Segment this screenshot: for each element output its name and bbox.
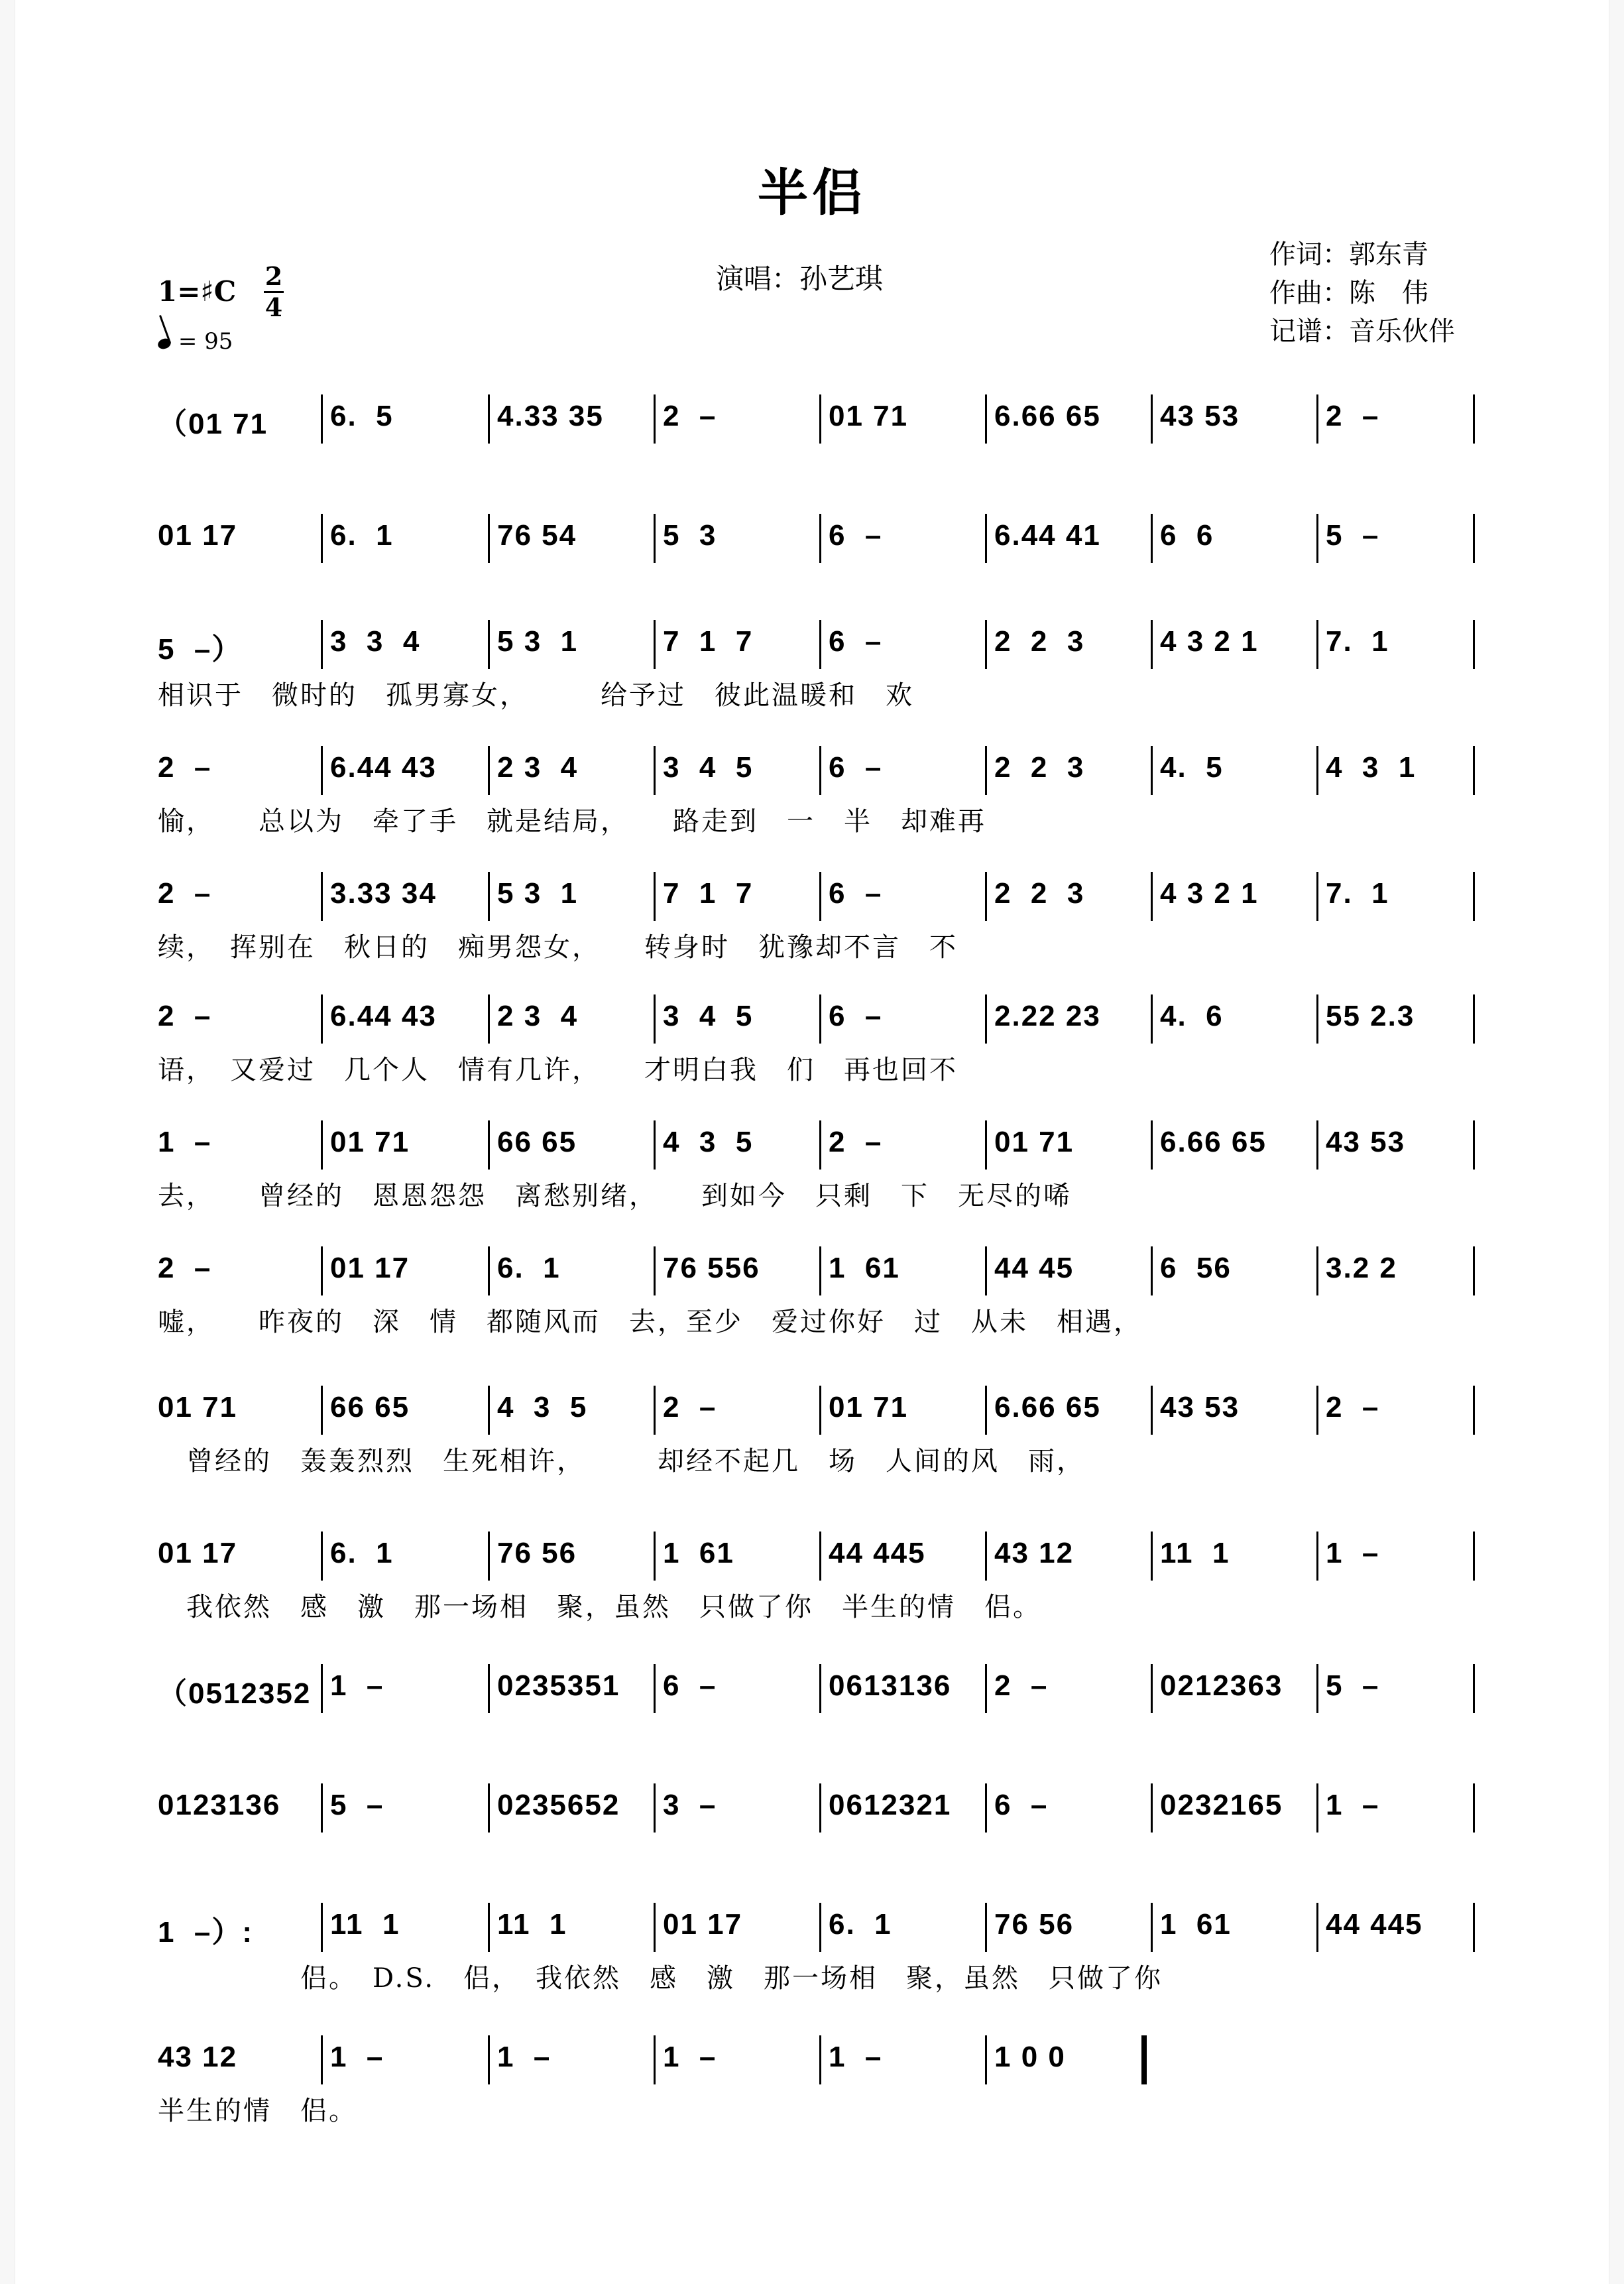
measure: 76 56 (994, 1908, 1074, 1941)
measure: 2 – (663, 400, 717, 432)
barline (654, 394, 656, 444)
barline (985, 1246, 987, 1295)
measure: 4 3 5 (497, 1391, 588, 1423)
score-row (158, 613, 1477, 719)
barline (654, 514, 656, 563)
measure: 0235351 (497, 1669, 620, 1702)
barline (1151, 1664, 1153, 1713)
barline (819, 620, 821, 669)
barline (819, 1783, 821, 1833)
measure: 01 17 (158, 519, 238, 552)
measure: 0612321 (829, 1789, 952, 1821)
lyrics-line: 相识于 微时的 孤男寡女， 给予过 彼此温暖和 欢 (158, 680, 914, 711)
barline (321, 1386, 323, 1435)
measure: 2 – (1326, 1391, 1380, 1423)
measure: 6 – (829, 625, 883, 658)
barline (321, 1783, 323, 1833)
measure: 6.66 65 (994, 400, 1101, 432)
measure: 0123136 (158, 1789, 281, 1821)
measure: 5 – (330, 1789, 384, 1821)
notes-line (158, 739, 1477, 792)
score-row (158, 1525, 1477, 1631)
measure: 2 – (158, 877, 212, 910)
measure: 44 445 (1326, 1908, 1423, 1941)
score-row (158, 988, 1477, 1094)
barline (819, 1664, 821, 1713)
barline (1473, 994, 1475, 1044)
measure: 43 12 (158, 2041, 238, 2073)
lyrics-line: 我依然 感 激 那一场相 聚，虽然 只做了你 半生的情 侣。 (158, 1592, 1041, 1622)
measure: 43 53 (1326, 1126, 1406, 1158)
barline (1151, 1783, 1153, 1833)
notes-line (158, 988, 1477, 1041)
measure: 5 – (1326, 1669, 1380, 1702)
barline (654, 994, 656, 1044)
barline (1316, 1532, 1318, 1581)
measure: 3 3 4 (330, 625, 421, 658)
measure: 6 – (829, 1000, 883, 1032)
notes-line (158, 1379, 1477, 1432)
measure: 1 – (1326, 1537, 1380, 1569)
barline (488, 1386, 490, 1435)
measure: 43 53 (1160, 400, 1240, 432)
barline (654, 1532, 656, 1581)
measure: 4 3 2 1 (1160, 877, 1259, 910)
barline (819, 1532, 821, 1581)
barline (985, 994, 987, 1044)
measure: 7. 1 (1326, 877, 1389, 910)
measure: 44 445 (829, 1537, 926, 1569)
time-signature-top: 2 (264, 261, 283, 291)
barline (321, 1532, 323, 1581)
measure: 6 – (663, 1669, 717, 1702)
barline (488, 394, 490, 444)
barline (985, 746, 987, 795)
measure: 01 71 (994, 1126, 1074, 1158)
measure: 4 3 2 1 (1160, 625, 1259, 658)
lyrics-line: 侣。 D.S. 侣， 我依然 感 激 那一场相 聚，虽然 只做了你 (158, 1963, 1163, 1994)
barline (654, 1246, 656, 1295)
barline (1151, 1246, 1153, 1295)
measure: 6. 1 (497, 1252, 561, 1284)
time-signature (264, 262, 284, 322)
measure: 1 – (829, 2041, 883, 2073)
measure: 2 3 4 (497, 751, 579, 784)
score-row (158, 1379, 1477, 1485)
barline (985, 1903, 987, 1952)
lyrics-line: 续， 挥别在 秋日的 痴男怨女， 转身时 犹豫却不言 不 (158, 932, 958, 963)
measure: 0613136 (829, 1669, 952, 1702)
measure: 6. 1 (330, 1537, 394, 1569)
barline (654, 2035, 656, 2084)
barline (488, 620, 490, 669)
measure: 4. 6 (1160, 1000, 1224, 1032)
measure: 6.44 43 (330, 1000, 437, 1032)
barline (1151, 994, 1153, 1044)
measure: 6 6 (1160, 519, 1214, 552)
barline (654, 620, 656, 669)
barline (321, 1246, 323, 1295)
barline (1141, 2035, 1147, 2084)
credits-block (1269, 235, 1455, 351)
barline (1316, 1903, 1318, 1952)
notes-line (158, 1525, 1477, 1578)
barline (1473, 620, 1475, 669)
measure: 66 65 (330, 1391, 410, 1423)
measure: 7 1 7 (663, 625, 754, 658)
barline (1151, 746, 1153, 795)
measure: 1 – (330, 2041, 384, 2073)
barline (1473, 1246, 1475, 1295)
quarter-note-icon (156, 337, 172, 351)
measure: 5 3 (663, 519, 717, 552)
barline (985, 1664, 987, 1713)
measure: 2 – (663, 1391, 717, 1423)
barline (321, 746, 323, 795)
barline (321, 2035, 323, 2084)
barline (488, 1246, 490, 1295)
measure: 44 45 (994, 1252, 1074, 1284)
barline (1151, 620, 1153, 669)
measure: 6 – (829, 751, 883, 784)
measure: 6. 5 (330, 400, 394, 432)
measure: 1 61 (663, 1537, 734, 1569)
barline (1151, 1386, 1153, 1435)
score-row (158, 1777, 1477, 1883)
measure: 01 71 (330, 1126, 410, 1158)
measure: 1 – (663, 2041, 717, 2073)
measure: 3 – (663, 1789, 717, 1821)
barline (654, 1120, 656, 1170)
measure: 01 17 (158, 1537, 238, 1569)
score-row (158, 865, 1477, 971)
measure: 2 2 3 (994, 625, 1085, 658)
barline (1473, 746, 1475, 795)
time-signature-bottom: 4 (264, 292, 283, 322)
measure: 6.44 41 (994, 519, 1101, 552)
measure: 2 – (994, 1669, 1049, 1702)
barline (985, 2035, 987, 2084)
barline (1473, 1783, 1475, 1833)
score-row (158, 1896, 1477, 2002)
barline (488, 994, 490, 1044)
measure: 1 –）: (158, 1916, 254, 1949)
measure: 2 2 3 (994, 751, 1085, 784)
barline (985, 1120, 987, 1170)
barline (1151, 872, 1153, 921)
measure: 4 3 5 (663, 1126, 754, 1158)
barline (819, 1120, 821, 1170)
barline (985, 1783, 987, 1833)
barline (985, 514, 987, 563)
measure: 1 – (158, 1126, 212, 1158)
lyrics-line: 愉， 总以为 牵了手 就是结局， 路走到 一 半 却难再 (158, 806, 986, 837)
lyrics-line: 曾经的 轰轰烈烈 生死相许， 却经不起几 场 人间的风 雨， (158, 1446, 1085, 1476)
measure: 2 – (1326, 400, 1380, 432)
score-row (158, 739, 1477, 845)
barline (1316, 1120, 1318, 1170)
notes-line (158, 1114, 1477, 1167)
measure: 6 56 (1160, 1252, 1232, 1284)
barline (654, 1664, 656, 1713)
barline (488, 2035, 490, 2084)
measure: 4.33 35 (497, 400, 604, 432)
notes-line (158, 613, 1477, 666)
measure: 76 54 (497, 519, 577, 552)
measure: 0212363 (1160, 1669, 1283, 1702)
measure: 7. 1 (1326, 625, 1389, 658)
barline (1316, 620, 1318, 669)
score-row (158, 1240, 1477, 1346)
measure: 11 1 (330, 1908, 400, 1941)
measure: 3 4 5 (663, 751, 754, 784)
key-signature: 1=♯C (158, 275, 237, 308)
barline (1316, 1664, 1318, 1713)
measure: 2 – (158, 1252, 212, 1284)
barline (985, 1532, 987, 1581)
barline (321, 1903, 323, 1952)
barline (488, 1532, 490, 1581)
barline (488, 746, 490, 795)
measure: 76 556 (663, 1252, 760, 1284)
barline (985, 394, 987, 444)
barline (654, 746, 656, 795)
notes-line (158, 1657, 1477, 1711)
measure: 6 – (829, 877, 883, 910)
barline (1473, 1664, 1475, 1713)
lyrics-line: 半生的情 侣。 (158, 2096, 357, 2126)
barline (1316, 514, 1318, 563)
measure: 3.33 34 (330, 877, 437, 910)
barline (321, 514, 323, 563)
tempo-value: = 95 (178, 328, 233, 355)
composer-credit: 作曲：陈 伟 (1269, 278, 1428, 308)
barline (1151, 1120, 1153, 1170)
measure: 3.2 2 (1326, 1252, 1397, 1284)
measure: 1 0 0 (994, 2041, 1066, 2073)
barline (321, 1120, 323, 1170)
measure: 1 – (1326, 1789, 1380, 1821)
measure: 5 3 1 (497, 877, 579, 910)
barline (1473, 872, 1475, 921)
measure: 6.66 65 (994, 1391, 1101, 1423)
barline (1316, 872, 1318, 921)
notes-line (158, 507, 1477, 560)
barline (488, 1120, 490, 1170)
measure: 6.66 65 (1160, 1126, 1267, 1158)
measure: 5 –） (158, 633, 243, 666)
measure: 66 65 (497, 1126, 577, 1158)
barline (819, 2035, 821, 2084)
barline (985, 620, 987, 669)
lyrics-line: 去， 曾经的 恩恩怨怨 离愁别绪， 到如今 只剩 下 无尽的唏 (158, 1181, 1072, 1211)
barline (1316, 1386, 1318, 1435)
barline (1151, 1532, 1153, 1581)
barline (1151, 1903, 1153, 1952)
measure: 5 – (1326, 519, 1380, 552)
barline (1473, 1386, 1475, 1435)
measure: 55 2.3 (1326, 1000, 1415, 1032)
measure: 01 17 (663, 1908, 743, 1941)
singer-credit: 演唱：孙艺琪 (716, 263, 884, 295)
measure: 01 71 (158, 1391, 238, 1423)
measure: 2 – (158, 1000, 212, 1032)
notes-line (158, 865, 1477, 918)
score-row (158, 507, 1477, 613)
barline (488, 1664, 490, 1713)
barline (654, 1386, 656, 1435)
barline (1316, 1246, 1318, 1295)
barline (488, 1903, 490, 1952)
measure: 2 – (829, 1126, 883, 1158)
measure: 2 – (158, 751, 212, 784)
barline (985, 1386, 987, 1435)
barline (819, 1903, 821, 1952)
barline (654, 872, 656, 921)
measure: 76 56 (497, 1537, 577, 1569)
lyrics-line: 语， 又爱过 几个人 情有几许， 才明白我 们 再也回不 (158, 1055, 958, 1085)
barline (819, 1386, 821, 1435)
barline (819, 994, 821, 1044)
notes-line (158, 1896, 1477, 1949)
barline (321, 620, 323, 669)
barline (654, 1783, 656, 1833)
right-margin-strip (1609, 0, 1624, 2284)
song-title: 半侣 (758, 163, 866, 222)
measure: 2 3 4 (497, 1000, 579, 1032)
barline (819, 872, 821, 921)
measure: 01 71 (829, 1391, 909, 1423)
barline (321, 1664, 323, 1713)
barline (1473, 1903, 1475, 1952)
lyricist-credit: 作词：郭东青 (1269, 239, 1428, 270)
left-margin-strip (0, 0, 15, 2284)
barline (1316, 746, 1318, 795)
barline (819, 394, 821, 444)
barline (488, 514, 490, 563)
tempo-marking (158, 328, 233, 355)
notes-line (158, 2029, 1477, 2082)
barline (819, 1246, 821, 1295)
notes-line (158, 1777, 1477, 1830)
barline (1151, 394, 1153, 444)
measure: 0232165 (1160, 1789, 1283, 1821)
barline (321, 994, 323, 1044)
barline (488, 872, 490, 921)
measure: 11 1 (497, 1908, 567, 1941)
measure: 4 3 1 (1326, 751, 1417, 784)
score-row (158, 2029, 1477, 2135)
measure: 43 53 (1160, 1391, 1240, 1423)
measure: 6 – (994, 1789, 1049, 1821)
score-row (158, 388, 1477, 494)
measure: 2 2 3 (994, 877, 1085, 910)
barline (1473, 1120, 1475, 1170)
lyrics-line: 嘘， 昨夜的 深 情 都随风而 去，至少 爱过你好 过 从未 相遇， (158, 1307, 1142, 1337)
barline (1473, 1532, 1475, 1581)
barline (1316, 994, 1318, 1044)
barline (1151, 514, 1153, 563)
measure: 6. 1 (829, 1908, 892, 1941)
notes-line (158, 1240, 1477, 1293)
measure: 7 1 7 (663, 877, 754, 910)
barline (654, 1903, 656, 1952)
measure: 3 4 5 (663, 1000, 754, 1032)
barline (321, 872, 323, 921)
score-row (158, 1657, 1477, 1764)
barline (1473, 394, 1475, 444)
measure: （0512352 (158, 1677, 312, 1710)
barline (985, 872, 987, 921)
barline (488, 1783, 490, 1833)
measure: 2.22 23 (994, 1000, 1101, 1032)
notes-line (158, 388, 1477, 441)
measure: 1 – (330, 1669, 384, 1702)
measure: 1 61 (829, 1252, 900, 1284)
barline (1473, 514, 1475, 563)
transcriber-credit: 记谱：音乐伙伴 (1269, 316, 1455, 347)
measure: 5 3 1 (497, 625, 579, 658)
measure: 6 – (829, 519, 883, 552)
measure: 43 12 (994, 1537, 1074, 1569)
measure: （01 71 (158, 408, 268, 440)
measure: 6.44 43 (330, 751, 437, 784)
measure: 01 71 (829, 400, 909, 432)
measure: 01 17 (330, 1252, 410, 1284)
barline (1316, 1783, 1318, 1833)
score-row (158, 1114, 1477, 1220)
barline (819, 746, 821, 795)
barline (1316, 394, 1318, 444)
measure: 11 1 (1160, 1537, 1230, 1569)
measure: 1 61 (1160, 1908, 1232, 1941)
measure: 0235652 (497, 1789, 620, 1821)
barline (321, 394, 323, 444)
measure: 1 – (497, 2041, 551, 2073)
measure: 4. 5 (1160, 751, 1224, 784)
barline (819, 514, 821, 563)
measure: 6. 1 (330, 519, 394, 552)
